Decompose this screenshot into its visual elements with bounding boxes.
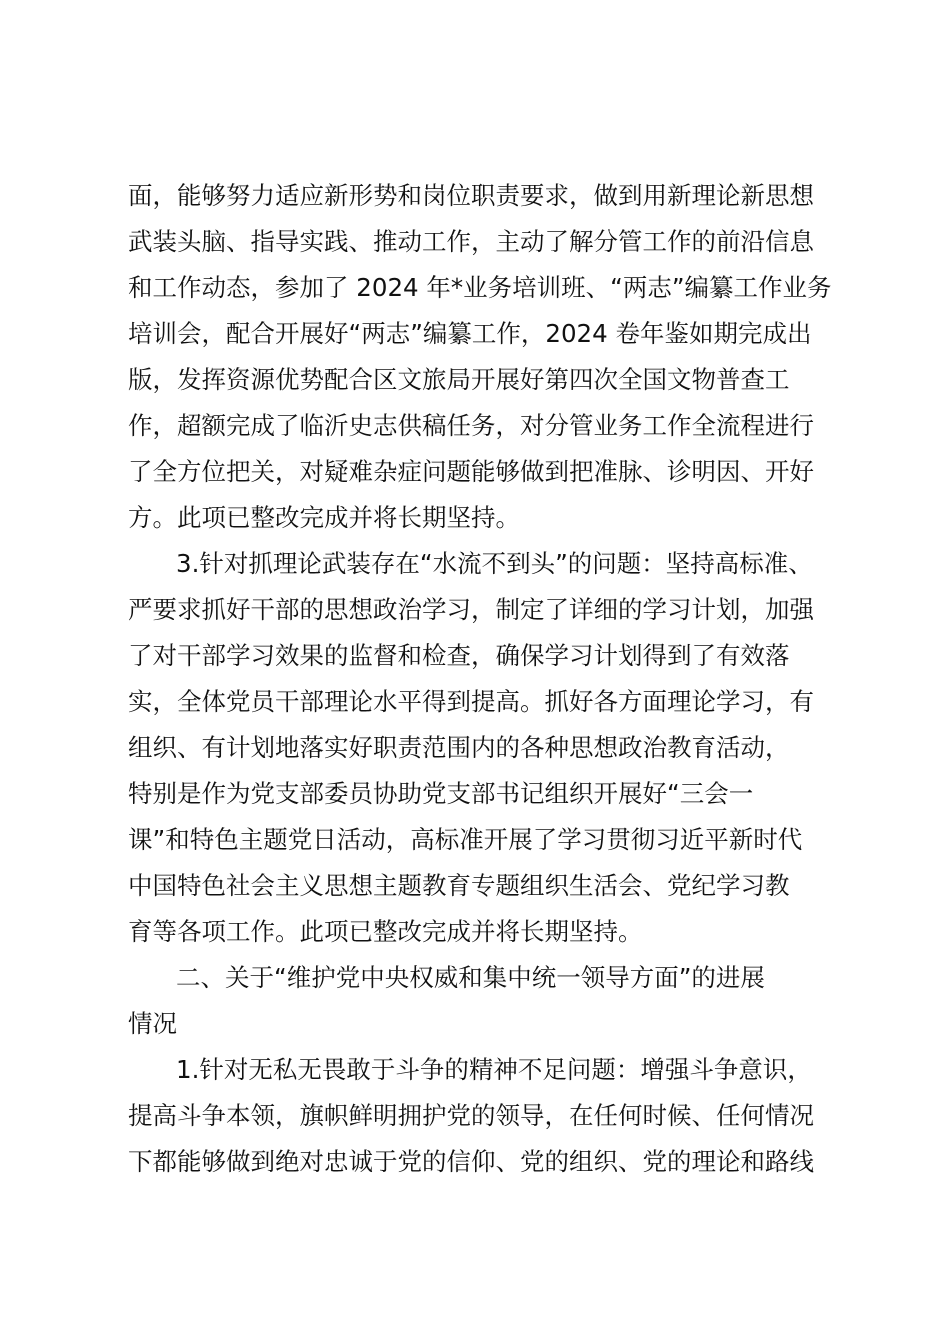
body-text-line: 实，全体党员干部理论水平得到提高。抓好各方面理论学习，有 — [128, 687, 814, 716]
body-text-line: 特别是作为党支部委员协助党支部书记组织开展好“三会一 — [128, 779, 754, 808]
body-text-line: 了对干部学习效果的监督和检查，确保学习计划得到了有效落 — [128, 641, 790, 670]
paragraph-first-line: 1.针对无私无畏敢于斗争的精神不足问题：增强斗争意识， — [176, 1055, 812, 1084]
body-text-line: 中国特色社会主义思想主题教育专题组织生活会、党纪学习教 — [128, 871, 790, 900]
body-text-line: 版，发挥资源优势配合区文旅局开展好第四次全国文物普查工 — [128, 365, 790, 394]
body-text-line: 和工作动态，参加了 2024 年*业务培训班、“两志”编纂工作业务 — [128, 273, 832, 302]
body-text-line: 下都能够做到绝对忠诚于党的信仰、党的组织、党的理论和路线 — [128, 1147, 814, 1176]
body-text-line: 组织、有计划地落实好职责范围内的各种思想政治教育活动， — [128, 733, 790, 762]
body-text-line: 了全方位把关，对疑难杂症问题能够做到把准脉、诊明因、开好 — [128, 457, 814, 486]
body-text-line: 育等各项工作。此项已整改完成并将长期坚持。 — [128, 917, 643, 946]
section-heading-continued: 情况 — [128, 1009, 177, 1038]
section-heading: 二、关于“维护党中央权威和集中统一领导方面”的进展 — [176, 963, 765, 992]
body-text-line: 作，超额完成了临沂史志供稿任务，对分管业务工作全流程进行 — [128, 411, 814, 440]
body-text-line: 方。此项已整改完成并将长期坚持。 — [128, 503, 520, 532]
body-text-line: 面，能够努力适应新形势和岗位职责要求，做到用新理论新思想 — [128, 181, 814, 210]
body-text-line: 武装头脑、指导实践、推动工作，主动了解分管工作的前沿信息 — [128, 227, 814, 256]
body-text-line: 培训会，配合开展好“两志”编纂工作，2024 卷年鉴如期完成出 — [128, 319, 812, 348]
body-text-line: 提高斗争本领，旗帜鲜明拥护党的领导，在任何时候、任何情况 — [128, 1101, 814, 1130]
body-text-line: 课”和特色主题党日活动，高标准开展了学习贯彻习近平新时代 — [128, 825, 803, 854]
body-text-line: 严要求抓好干部的思想政治学习，制定了详细的学习计划，加强 — [128, 595, 814, 624]
paragraph-first-line: 3.针对抓理论武装存在“水流不到头”的问题：坚持高标准、 — [176, 549, 813, 578]
